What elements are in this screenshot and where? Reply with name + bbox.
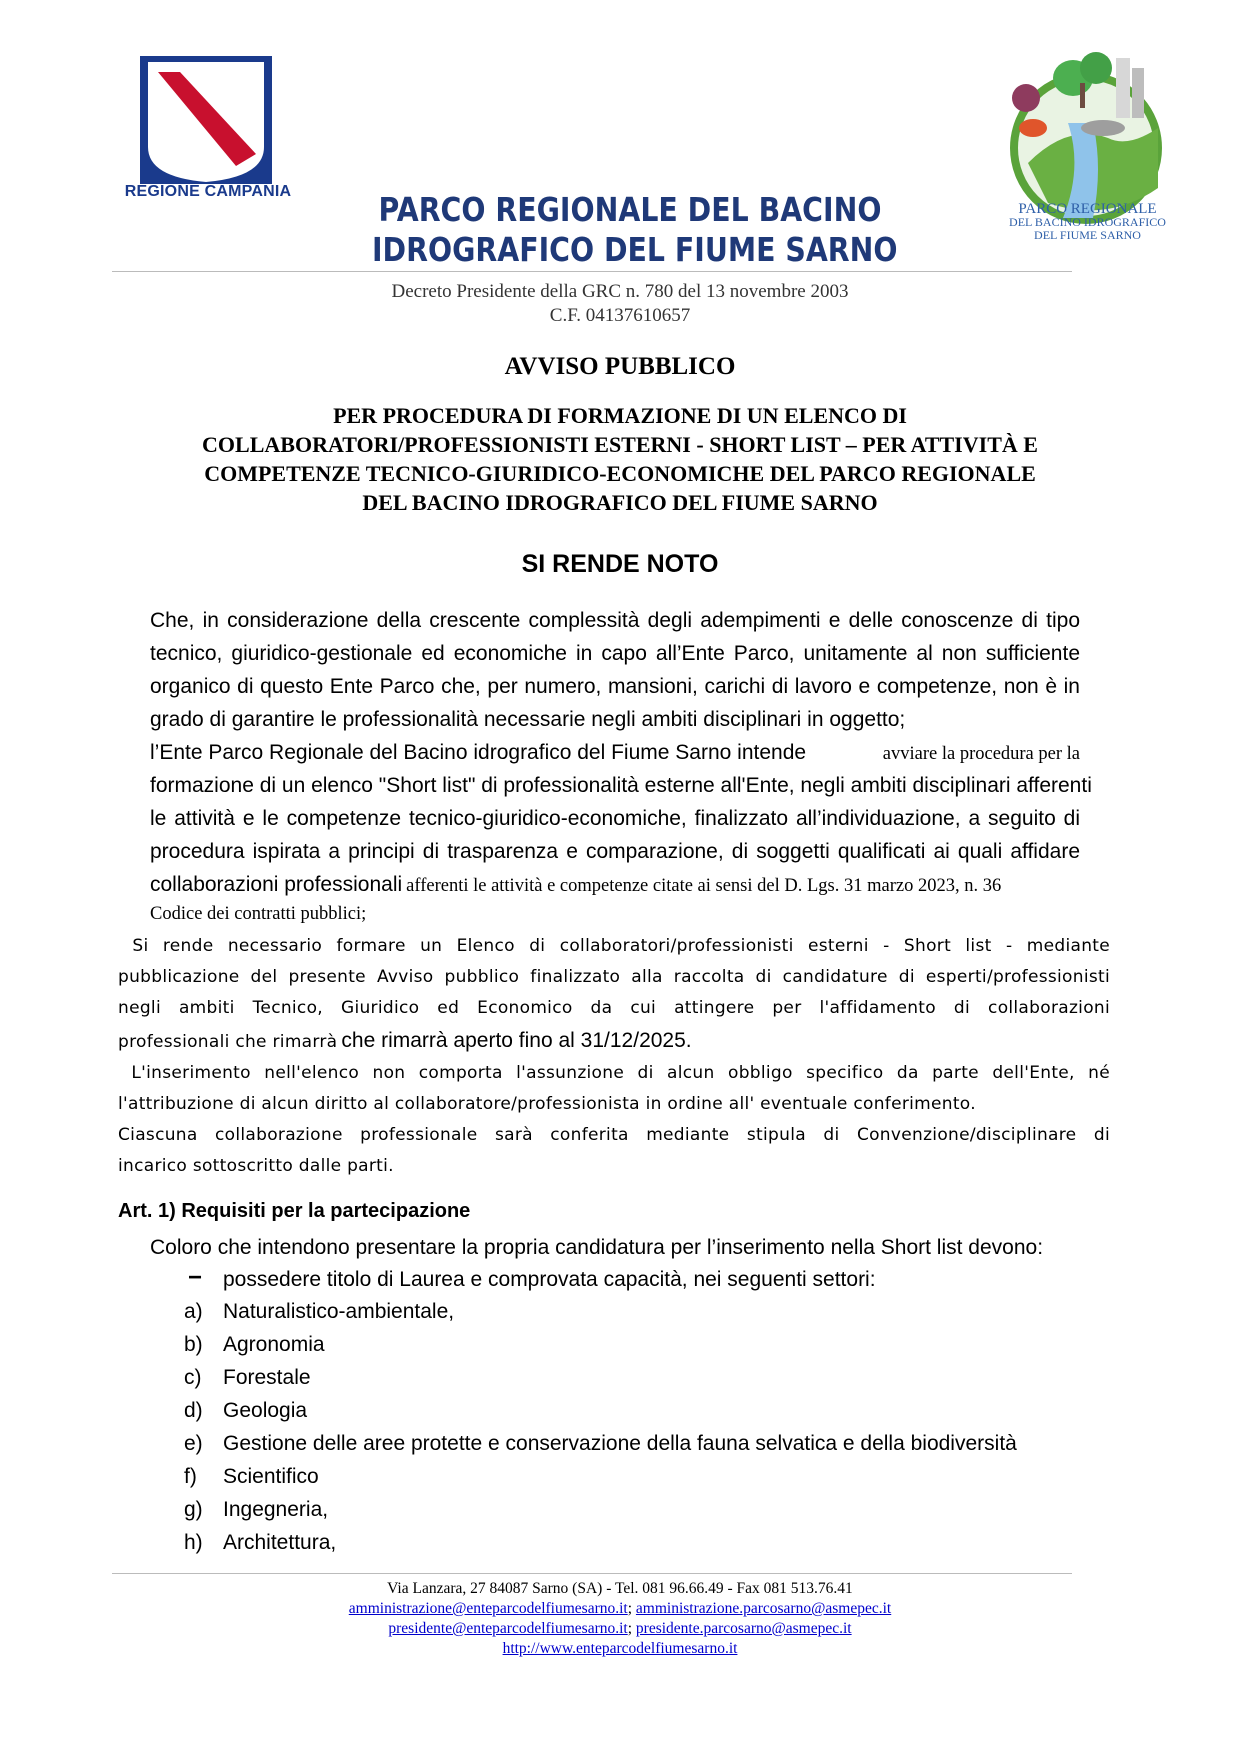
parco-logo-text: PARCO REGIONALE DEL BACINO IDROGRAFICO DEL FIUME SARNO <box>1009 201 1166 242</box>
footer-website <box>200 1640 1040 1658</box>
pec-email-link[interactable]: amministrazione.parcosarno@asmepec.it <box>635 1600 892 1617</box>
p1-line: Che, in considerazione della crescente complessità degli adempimenti e delle conoscenze di tipo <box>150 609 1080 632</box>
list-item: Gestione delle aree protette e conservazione della fauna selvatica e della biodiversità <box>223 1432 1017 1455</box>
notice-subject: PER PROCEDURA DI FORMAZIONE DI UN ELENCO DI COLLABORATORI/PROFESSIONISTI ESTERNI - SHORT LIST – PER ATTIVITÀ E COMPETENZE TECNICO-GIURIDICO-ECONOMICHE DEL PARCO REGIONALE DEL BACINO IDROGRAFICO DEL FIUME SARNO <box>202 403 1038 515</box>
list-item-letter: e) <box>184 1432 203 1455</box>
p3-line: negli ambiti Tecnico, Giuridico ed Economico da cui attingere per l'affidamento di collaborazioni <box>118 998 1110 1018</box>
p2-last-line: collaborazioni professionali afferenti le attività e competenze citate ai sensi del D. Lgs. 31 marzo 2023, n. 36 <box>150 873 1002 896</box>
decree-text: Decreto Presidente della GRC n. 780 del 13 novembre 2003 <box>391 281 849 302</box>
list-item-letter: d) <box>184 1399 203 1422</box>
pec-email-link[interactable]: presidente.parcosarno@asmepec.it <box>635 1620 852 1637</box>
p2-line: le attività e le competenze tecnico-giuridico-economiche, finalizzato all’individuazione, a seguito di <box>150 807 1080 830</box>
regione-campania-label: REGIONE CAMPANIA <box>124 183 292 200</box>
website-link[interactable]: http://www.enteparcodelfiumesarno.it <box>502 1640 738 1657</box>
page-title <box>372 190 898 270</box>
si-rende-noto-heading: SI RENDE NOTO <box>521 550 719 578</box>
list-item: Geologia <box>223 1399 308 1422</box>
footer-divider <box>112 1573 1072 1574</box>
footer-address: Via Lanzara, 27 84087 Sarno (SA) - Tel. 081 96.66.49 - Fax 081 513.76.41 <box>387 1580 853 1597</box>
p5-line: incarico sottoscritto dalle parti. <box>118 1156 394 1176</box>
email-link[interactable]: amministrazione@enteparcodelfiumesarno.it <box>348 1600 628 1617</box>
notice-heading: AVVISO PUBBLICO <box>504 353 736 380</box>
footer-emails-1: amministrazione@enteparcodelfiumesarno.it; amministrazione.parcosarno@asmepec.it <box>348 1600 892 1617</box>
dash-bullet: − <box>188 1264 203 1291</box>
list-item: Naturalistico-ambientale, <box>223 1300 455 1323</box>
email-link[interactable]: presidente@enteparcodelfiumesarno.it <box>388 1620 628 1637</box>
p1-line: tecnico, giuridico-gestionale ed economiche in capo all’Ente Parco, unitamente al non sufficiente <box>150 642 1080 665</box>
p2-line: procedura ispirata a principi di trasparenza e comparazione, di soggetti qualificati ai quali affidare <box>150 840 1080 863</box>
list-item: Architettura, <box>223 1531 337 1554</box>
p1-line: grado di garantire le professionalità necessarie negli ambiti disciplinari in oggetto; <box>150 708 906 731</box>
p5-line: Ciascuna collaborazione professionale sarà conferita mediante stipula di Convenzione/disciplinare di <box>118 1125 1110 1145</box>
header-divider <box>112 271 1072 272</box>
title-line-2: IDROGRAFICO DEL FIUME SARNO <box>372 230 898 269</box>
footer-emails-2: presidente@enteparcodelfiumesarno.it; presidente.parcosarno@asmepec.it <box>388 1620 852 1637</box>
list-item-letter: f) <box>184 1465 197 1488</box>
art1-intro: Coloro che intendono presentare la propria candidatura per l’inserimento nella Short list devono: <box>150 1236 1044 1259</box>
list-item: Scientifico <box>223 1465 319 1488</box>
p3-line: Si rende necessario formare un Elenco di collaboratori/professionisti esterni - Short list - mediante <box>118 936 1110 956</box>
list-item: Forestale <box>223 1366 311 1389</box>
p3-last-line: professionali che rimarrà che rimarrà aperto fino al 31/12/2025. <box>118 1029 692 1052</box>
list-item: Ingegneria, <box>223 1498 329 1521</box>
list-item-letter: c) <box>184 1366 202 1389</box>
title-line-1: PARCO REGIONALE DEL BACINO <box>378 190 882 229</box>
p2-end-line: Codice dei contratti pubblici; <box>150 904 367 924</box>
list-item-letter: g) <box>184 1498 203 1521</box>
p4-line: L'inserimento nell'elenco non comporta l'assunzione di alcun obbligo specifico da parte dell'Ente, né <box>118 1063 1110 1083</box>
p2-first-line: l’Ente Parco Regionale del Bacino idrografico del Fiume Sarno intende avviare la procedura per la <box>150 741 1080 764</box>
p4-line: l'attribuzione di alcun diritto al collaboratore/professionista in ordine all' eventuale conferimento. <box>118 1094 976 1114</box>
fiscal-code: C.F. 04137610657 <box>549 305 691 326</box>
p1-line: organico di questo Ente Parco che, per numero, mansioni, carichi di lavoro e competenze, non è in <box>150 675 1080 698</box>
p3-line: pubblicazione del presente Avviso pubblico finalizzato alla raccolta di candidature di esperti/professionisti <box>118 967 1110 987</box>
list-item-letter: a) <box>184 1300 203 1323</box>
dash-item: possedere titolo di Laurea e comprovata capacità, nei seguenti settori: <box>223 1268 876 1291</box>
art1-heading: Art. 1) Requisiti per la partecipazione <box>118 1200 471 1222</box>
p2-line: formazione di un elenco "Short list" di professionalità esterne all'Ente, negli ambiti disciplinari afferenti <box>150 774 1092 797</box>
list-item-letter: h) <box>184 1531 203 1554</box>
list-item: Agronomia <box>223 1333 325 1356</box>
list-item-letter: b) <box>184 1333 203 1356</box>
